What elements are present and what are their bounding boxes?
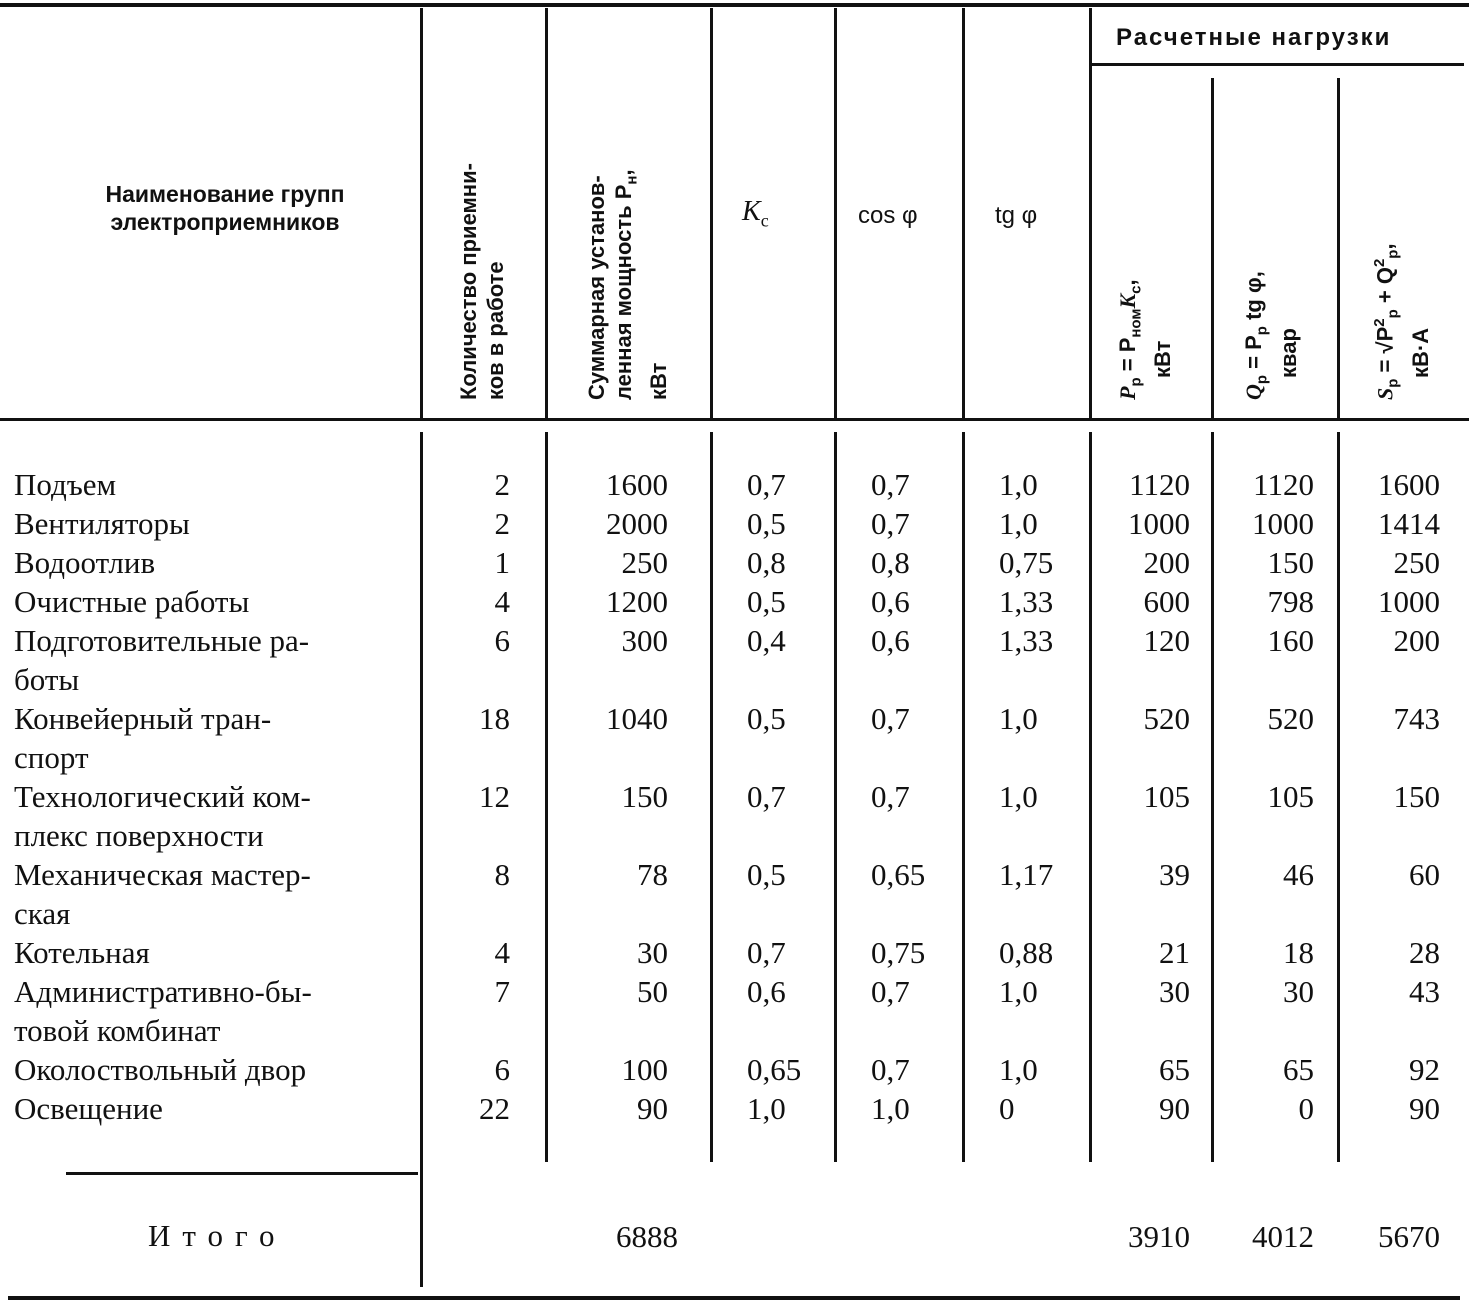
cell-pn: 1200 — [606, 584, 668, 619]
header-sp-line: $S_р = √P^2_р + Q^2_р$, — [1371, 243, 1402, 400]
header-pp-line: $P_р = P_{ном}K_с$, — [1115, 279, 1145, 400]
row-name: Подготовительные ра- — [14, 623, 310, 658]
bottom-rule — [8, 1296, 1460, 1300]
cell-qp: 30 — [1283, 974, 1314, 1009]
header-kc — [742, 196, 769, 232]
cell-cos: 0,7 — [871, 1052, 910, 1087]
header-count-line: Количество приемни- — [456, 163, 481, 400]
cell-kc: 0,7 — [747, 467, 786, 502]
cell-cos: 0,6 — [871, 623, 910, 658]
cell-tg: 1,0 — [999, 779, 1038, 814]
cell-pp: 520 — [1143, 701, 1190, 736]
cell-sp: 28 — [1409, 935, 1440, 970]
cell-cos: 0,8 — [871, 545, 910, 580]
cell-kc: 0,6 — [747, 974, 786, 1009]
row-name: Вентиляторы — [14, 506, 190, 541]
cell-pp: 600 — [1143, 584, 1190, 619]
cell-tg: 1,0 — [999, 467, 1038, 502]
cell-pp: 1120 — [1129, 467, 1190, 502]
cell-cos: 1,0 — [871, 1091, 910, 1126]
cell-cos: 0,75 — [871, 935, 926, 970]
header-tg: tg φ — [995, 202, 1038, 229]
cell-qp: 160 — [1267, 623, 1314, 658]
col-divider — [420, 432, 423, 1287]
cell-cos: 0,7 — [871, 467, 910, 502]
cell-n: 6 — [494, 623, 510, 658]
cell-qp: 46 — [1283, 857, 1314, 892]
cell-sp: 200 — [1393, 623, 1440, 658]
row-name: Технологический ком- — [14, 779, 311, 814]
header-qp-line: $Q_р = P_р$ tg φ, — [1241, 271, 1271, 400]
cell-sp: 90 — [1409, 1091, 1440, 1126]
top-rule — [0, 3, 1469, 7]
col-divider — [1337, 432, 1340, 1162]
col-divider — [1089, 8, 1092, 418]
col-divider — [420, 8, 423, 418]
cell-pn: 250 — [621, 545, 668, 580]
cell-sp: 1000 — [1378, 584, 1440, 619]
row-name: Механическая мастер- — [14, 857, 311, 892]
header-installed-line: ленная мощность $P_н$, — [611, 169, 641, 400]
header-installed — [583, 169, 672, 400]
header-kc-label: K — [742, 196, 761, 227]
cell-qp: 105 — [1267, 779, 1314, 814]
header-pp-line: кВт — [1150, 340, 1176, 378]
cell-pn: 300 — [621, 623, 668, 658]
header-cos: cos φ — [858, 202, 918, 229]
col-divider — [710, 432, 713, 1162]
cell-n: 4 — [494, 935, 510, 970]
row-name: Конвейерный тран- — [14, 701, 272, 736]
header-name-line: электроприемников — [110, 209, 340, 235]
cell-qp: 1120 — [1253, 467, 1314, 502]
cell-pp: 21 — [1159, 935, 1190, 970]
row-name: Околоствольный двор — [14, 1052, 307, 1087]
cell-kc: 0,65 — [747, 1052, 802, 1087]
cell-n: 1 — [494, 545, 510, 580]
cell-n: 18 — [479, 701, 510, 736]
cell-kc: 0,4 — [747, 623, 786, 658]
cell-tg: 1,17 — [999, 857, 1054, 892]
col-divider — [545, 8, 548, 418]
col-divider — [1211, 432, 1214, 1162]
header-name-line: Наименование групп — [105, 181, 345, 207]
cell-cos: 0,7 — [871, 779, 910, 814]
cell-qp: 150 — [1267, 545, 1314, 580]
cell-n: 2 — [494, 506, 510, 541]
cell-pp: 1000 — [1128, 506, 1190, 541]
cell-tg: 0,75 — [999, 545, 1054, 580]
header-qp-line: квар — [1276, 328, 1302, 378]
cell-qp: 1000 — [1252, 506, 1314, 541]
cell-tg: 1,33 — [999, 584, 1054, 619]
cell-pp: 65 — [1159, 1052, 1190, 1087]
cell-cos: 0,7 — [871, 974, 910, 1009]
cell-pn: 100 — [621, 1052, 668, 1087]
cell-kc: 0,7 — [747, 935, 786, 970]
cell-pn: 1040 — [606, 701, 668, 736]
cell-cos: 0,7 — [871, 506, 910, 541]
col-divider — [1337, 78, 1340, 418]
cell-sp: 60 — [1409, 857, 1440, 892]
cell-kc: 1,0 — [747, 1091, 786, 1126]
col-divider — [710, 8, 713, 418]
cell-sp: 150 — [1393, 779, 1440, 814]
row-name: Административно-бы- — [14, 974, 312, 1009]
cell-pp: 90 — [1159, 1091, 1190, 1126]
total-label: Итого — [148, 1218, 287, 1253]
header-kc-sub: с — [760, 210, 769, 231]
col-divider — [834, 432, 837, 1162]
cell-tg: 0,88 — [999, 935, 1054, 970]
cell-qp: 65 — [1283, 1052, 1314, 1087]
cell-kc: 0,8 — [747, 545, 786, 580]
cell-tg: 1,0 — [999, 506, 1038, 541]
cell-n: 4 — [494, 584, 510, 619]
cell-qp: 798 — [1267, 584, 1314, 619]
cell-pp: 105 — [1143, 779, 1190, 814]
cell-pn: 50 — [637, 974, 668, 1009]
row-name: Очистные работы — [14, 584, 250, 619]
cell-qp: 0 — [1298, 1091, 1314, 1126]
col-divider — [962, 8, 965, 418]
header-installed-line: Суммарная установ- — [584, 175, 609, 400]
row-name: Освещение — [14, 1091, 163, 1126]
cell-pn: 2000 — [606, 506, 668, 541]
cell-sp: 43 — [1409, 974, 1440, 1009]
cell-n: 7 — [494, 974, 510, 1009]
header-qp — [1240, 271, 1302, 400]
cell-tg: 0 — [999, 1091, 1015, 1126]
cell-kc: 0,5 — [747, 701, 786, 736]
cell-kc: 0,5 — [747, 857, 786, 892]
row-name: плекс поверхности — [14, 818, 264, 853]
col-divider — [1089, 432, 1092, 1162]
cell-kc: 0,5 — [747, 506, 786, 541]
total-sp: 5670 — [1378, 1219, 1440, 1254]
cell-pn: 150 — [621, 779, 668, 814]
cell-tg: 1,33 — [999, 623, 1054, 658]
cell-tg: 1,0 — [999, 974, 1038, 1009]
cell-qp: 18 — [1283, 935, 1314, 970]
col-divider — [545, 432, 548, 1162]
cell-kc: 0,5 — [747, 584, 786, 619]
cell-pp: 30 — [1159, 974, 1190, 1009]
header-group: Расчетные нагрузки — [1116, 24, 1392, 51]
cell-n: 6 — [494, 1052, 510, 1087]
cell-qp: 520 — [1267, 701, 1314, 736]
cell-n: 22 — [479, 1091, 510, 1126]
cell-tg: 1,0 — [999, 1052, 1038, 1087]
header-count — [455, 163, 509, 400]
row-name: Подъем — [14, 467, 117, 502]
header-sp-line: кВ·А — [1407, 327, 1433, 378]
total-pp: 3910 — [1128, 1219, 1190, 1254]
cell-pp: 200 — [1143, 545, 1190, 580]
row-name: Котельная — [14, 935, 150, 970]
cell-cos: 0,65 — [871, 857, 926, 892]
cell-cos: 0,7 — [871, 701, 910, 736]
cell-pn: 90 — [637, 1091, 668, 1126]
col-divider — [1211, 78, 1214, 418]
row-name: товой комбинат — [14, 1013, 221, 1048]
row-name: боты — [14, 662, 80, 697]
cell-pn: 78 — [637, 857, 668, 892]
cell-sp: 250 — [1393, 545, 1440, 580]
cell-tg: 1,0 — [999, 701, 1038, 736]
cell-pn: 30 — [637, 935, 668, 970]
row-name: ская — [14, 896, 71, 931]
cell-sp: 92 — [1409, 1052, 1440, 1087]
header-count-line: ков в работе — [483, 261, 508, 400]
cell-n: 2 — [494, 467, 510, 502]
header-sp — [1366, 243, 1434, 400]
header-installed-line: кВт — [646, 362, 672, 400]
col-divider — [834, 8, 837, 418]
row-name: Водоотлив — [14, 545, 156, 580]
cell-pn: 1600 — [606, 467, 668, 502]
cell-n: 12 — [479, 779, 510, 814]
cell-sp: 743 — [1393, 701, 1440, 736]
header-pp — [1114, 279, 1176, 400]
total-left-rule — [66, 1172, 418, 1175]
cell-sp: 1414 — [1378, 506, 1440, 541]
cell-pp: 120 — [1143, 623, 1190, 658]
cell-cos: 0,6 — [871, 584, 910, 619]
group-rule — [1092, 63, 1464, 66]
cell-sp: 1600 — [1378, 467, 1440, 502]
row-name: спорт — [14, 740, 89, 775]
cell-n: 8 — [494, 857, 510, 892]
cell-kc: 0,7 — [747, 779, 786, 814]
total-qp: 4012 — [1252, 1219, 1314, 1254]
col-divider — [962, 432, 965, 1162]
total-pn: 6888 — [616, 1219, 678, 1254]
header-rule — [0, 418, 1469, 421]
header-name — [40, 180, 410, 236]
cell-pp: 39 — [1159, 857, 1190, 892]
